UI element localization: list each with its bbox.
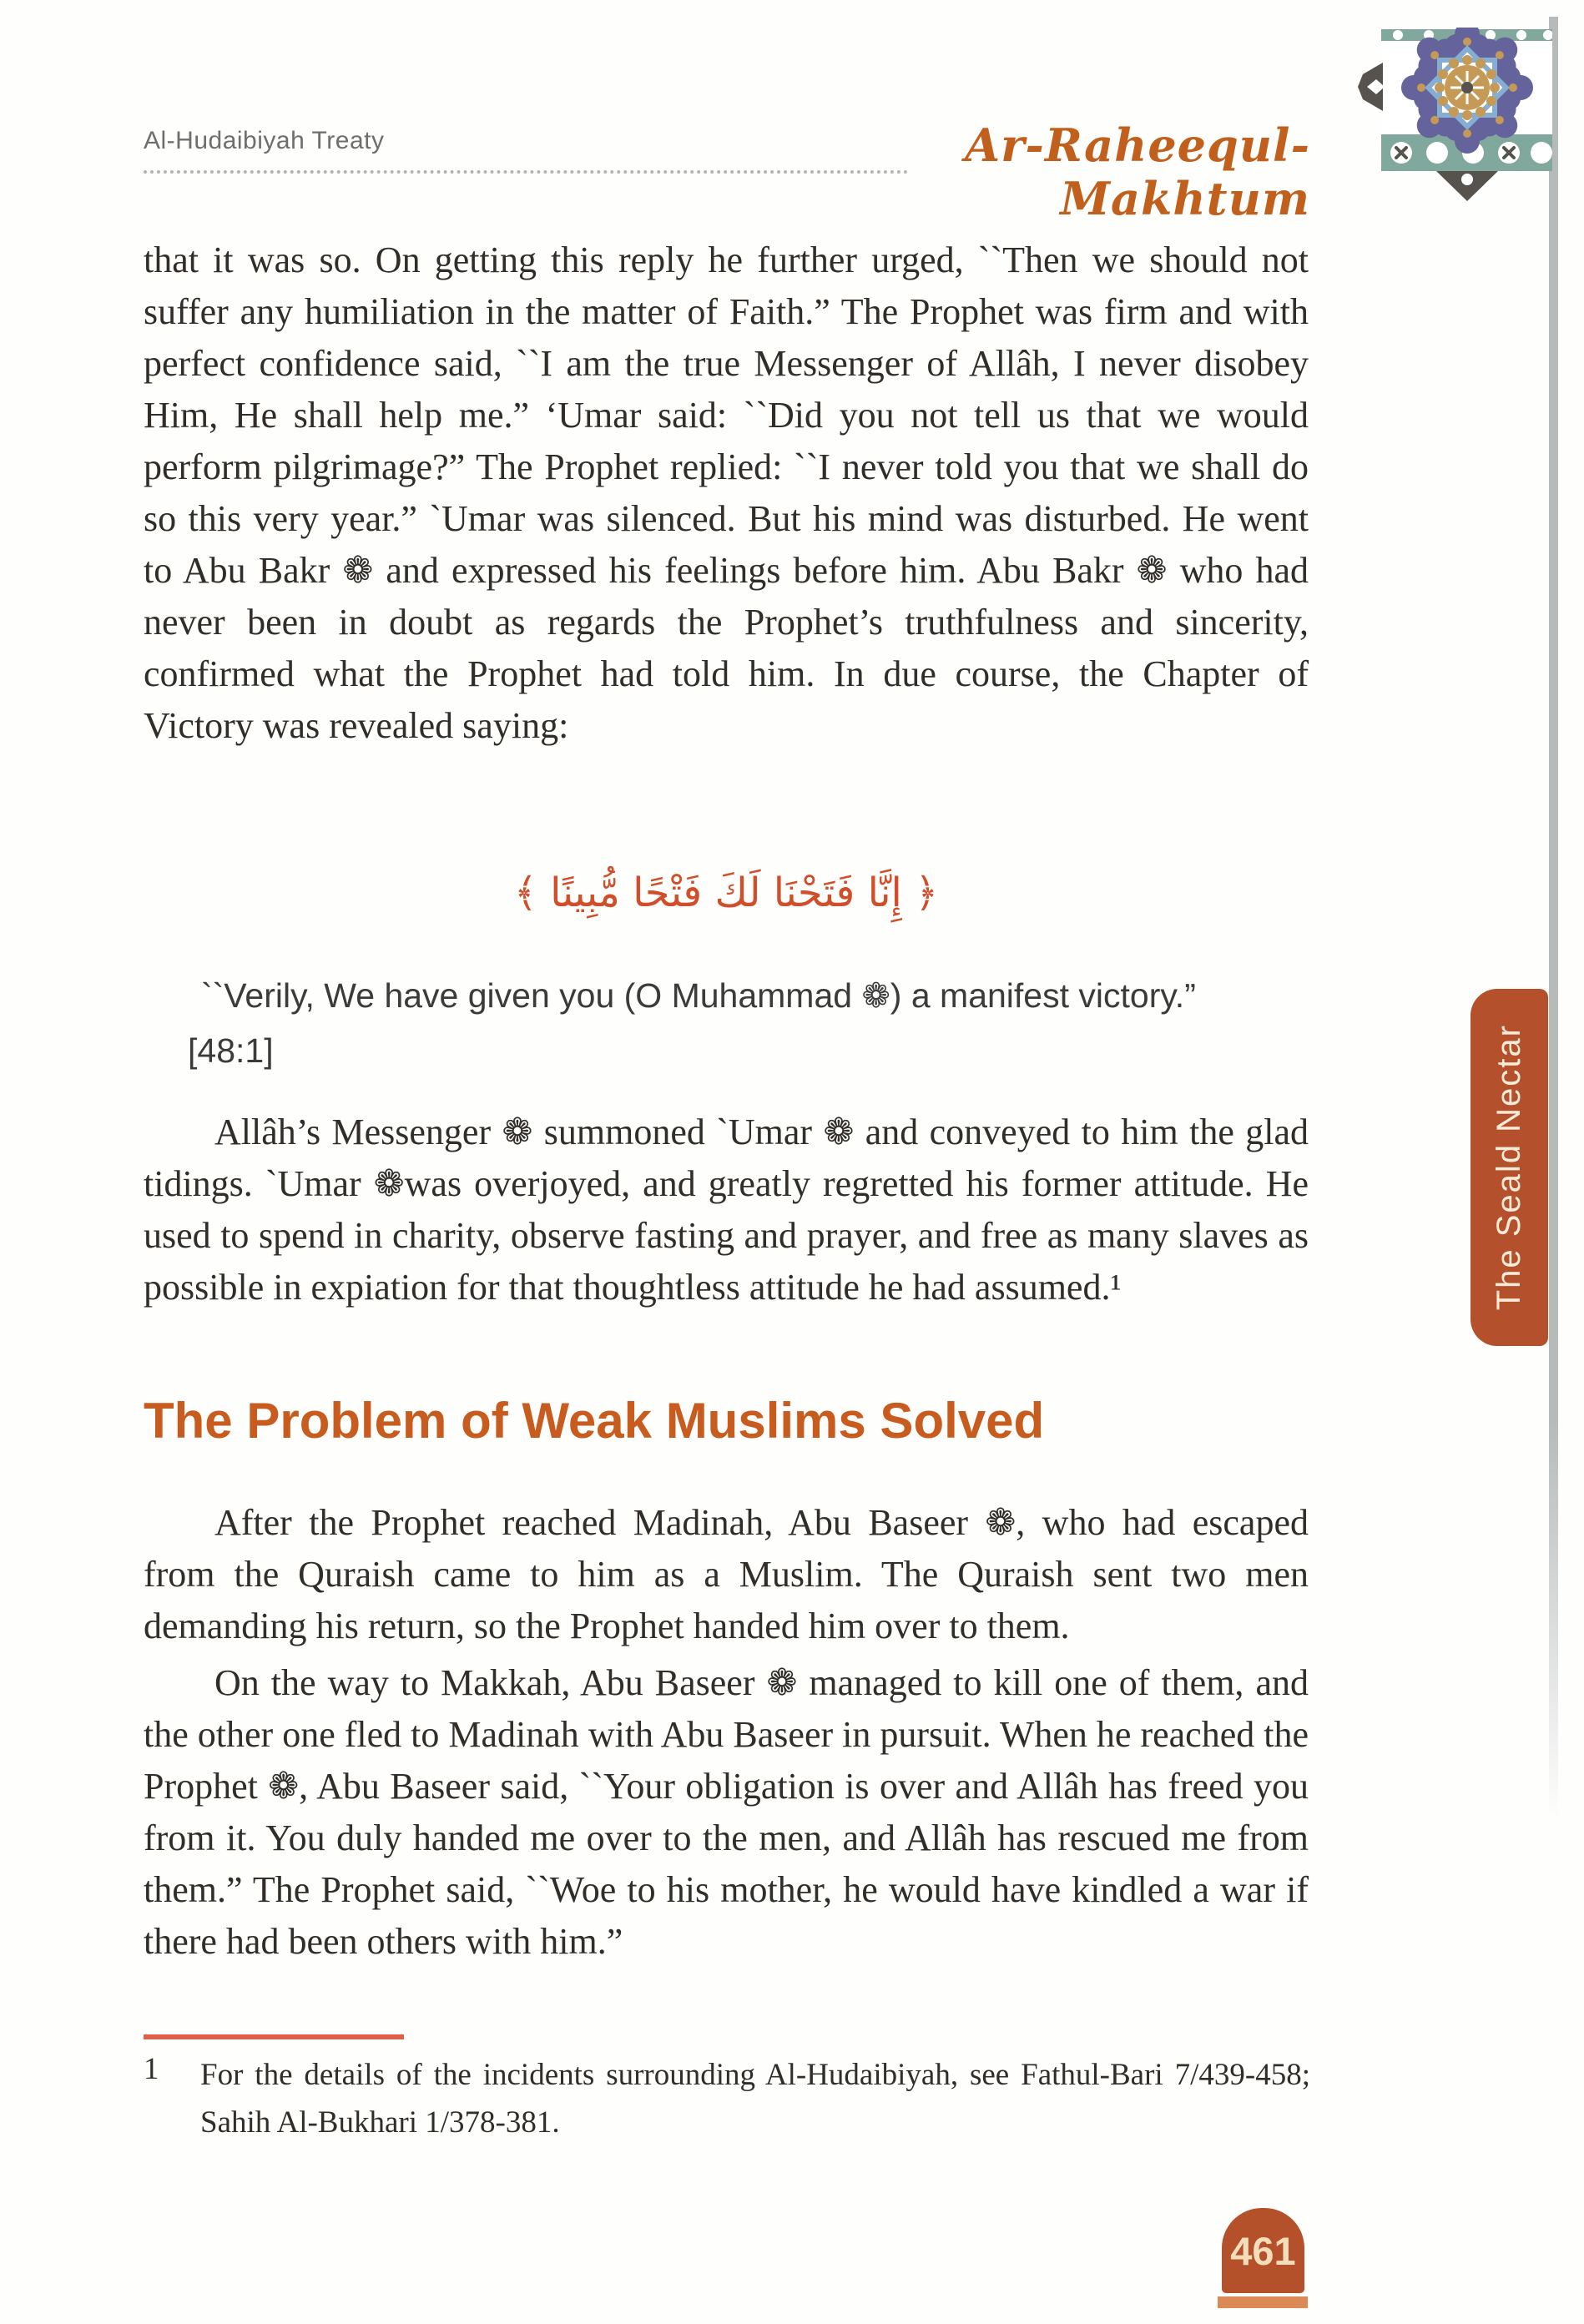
- page-badge-underline: [1218, 2296, 1308, 2308]
- paragraph-4: On the way to Makkah, Abu Baseer ❁ managed to kill one of them, and the other one fled to Madinah with Abu Baseer in pursuit. When he reached the Prophet ❁, Abu Baseer said, ``Your obligation is over and Allâh has freed you from it. You duly handed me over to the men, and Allâh has rescued me from them.” The Prophet said, ``Woe to his mother, he would have kindled a war if there had been others with him.”: [144, 1662, 1309, 1962]
- book-title-calligraphy: Ar-Raheequl-Makhtum: [965, 118, 1310, 225]
- paragraph-1: that it was so. On getting this reply he further urged, ``Then we should not suffer any humiliation in the matter of Faith.” The Prophet was firm and with perfect confidence said, ``I am the true Messenger of Allâh, I never disobey Him, He shall help me.” ‘Umar said: ``Did you not tell us that we would perform pilgrimage?” The Prophet replied: ``I never told you that we shall do so this very year.” `Umar was silenced. But his mind was disturbed. He went to Abu Bakr ❁ and expressed his feelings before him. Abu Bakr ❁ who had never been in doubt as regards the Prophet’s truthfulness and sincerity, confirmed what the Prophet had told him. In due course, the Chapter of Victory was revealed saying:: [144, 239, 1309, 746]
- footnote-marker: 1: [144, 2052, 159, 2086]
- verse-translation-block: [188, 968, 1308, 1078]
- footnote-text: For the details of the incidents surrounding Al-Hudaibiyah, see Fathul-Bari 7/439-458; Sahih Al-Bukhari 1/378-381.: [200, 2058, 1310, 2140]
- paragraph-2: Allâh’s Messenger ❁ summoned `Umar ❁ and conveyed to him the glad tidings. `Umar ❁was overjoyed, and greatly regretted his former attitude. He used to spend in charity, observe fasting and prayer, and free as many slaves as possible in expiation for that thoughtless attitude he had assumed.¹: [144, 1112, 1309, 1308]
- quran-verse-arabic: ﴿ إِنَّا فَتَحْنَا لَكَ فَتْحًا مُّبِينًا ﴾: [513, 870, 939, 916]
- right-margin-rule: [1549, 17, 1558, 1819]
- islamic-rosette-ornament-icon: [1358, 28, 1552, 201]
- verse-reference: [48:1]: [188, 1031, 274, 1070]
- page-number: 461: [1230, 2228, 1296, 2273]
- footnote-rule: [144, 2034, 404, 2039]
- page-number-badge: [1222, 2208, 1304, 2293]
- section-heading: The Problem of Weak Muslims Solved: [144, 1393, 1045, 1449]
- side-tab-book-title: [1470, 989, 1548, 1346]
- running-head-chapter: Al-Hudaibiyah Treaty: [144, 127, 385, 154]
- verse-translation-text: ``Verily, We have given you (O Muhammad ❁) a manifest victory.”: [201, 976, 1196, 1015]
- side-tab-label: The Seald Nectar: [1491, 1024, 1527, 1311]
- paragraph-3: After the Prophet reached Madinah, Abu Baseer ❁, who had escaped from the Quraish came to him as a Muslim. The Quraish sent two men demanding his return, so the Prophet handed him over to them.: [144, 1502, 1309, 1646]
